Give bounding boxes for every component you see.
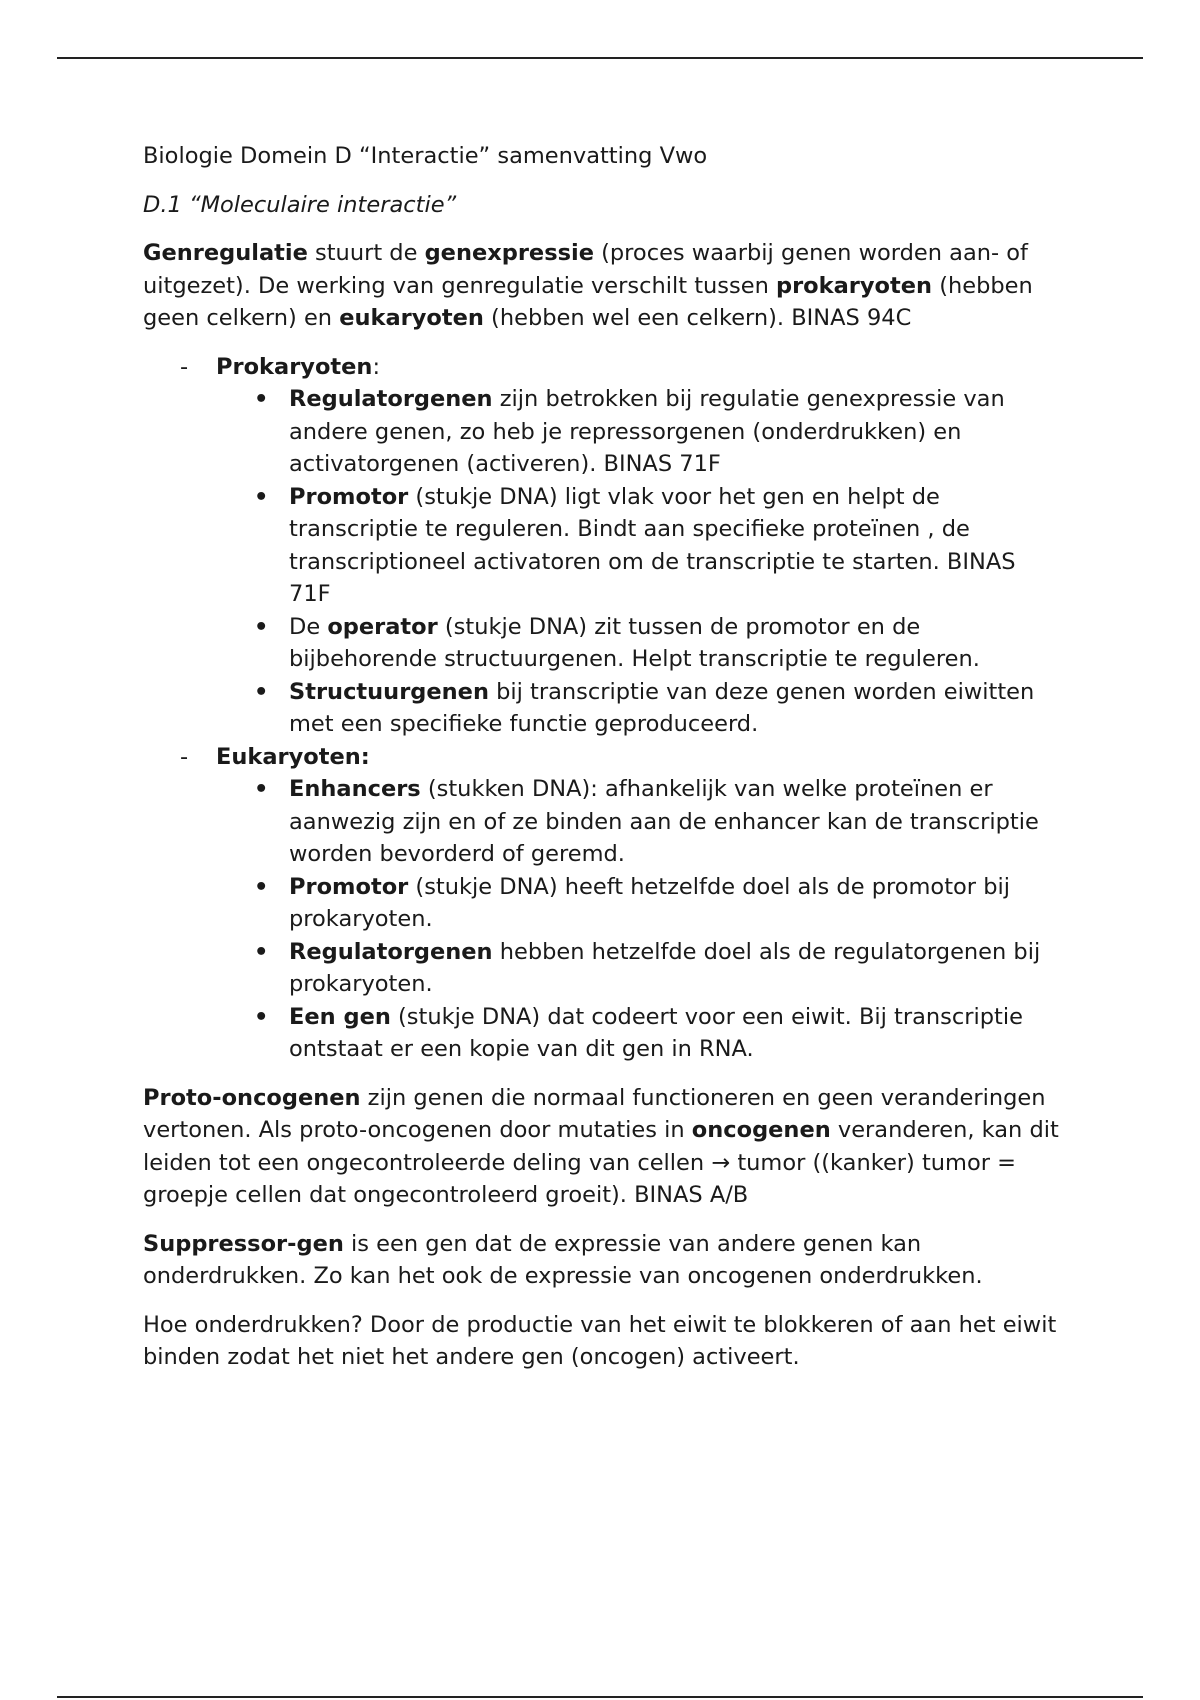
proto-oncogenen-paragraph: Proto-oncogenen zijn genen die normaal functioneren en geen veranderingen vertonen. Als proto-oncogenen door mutaties in oncogenen veranderen, kan dit leiden tot een ongecontroleerde deling van cellen → tumor ((kanker) tumor = groepje cellen dat ongecontroleerd groeit). BINAS A/B bbox=[143, 1084, 1059, 1208]
term-eukaryoten: eukaryoten bbox=[339, 305, 484, 331]
term-suppressor-gen: Suppressor-gen bbox=[143, 1230, 344, 1257]
list-item: • Een gen (stukje DNA) dat codeert voor een eiwit. Bij transcriptie ontstaat er een kopie van dit gen in RNA. bbox=[216, 1001, 1063, 1066]
term-genexpressie: genexpressie bbox=[424, 240, 594, 266]
term-prokaryoten: prokaryoten bbox=[775, 272, 933, 299]
footer-rule bbox=[57, 1696, 1143, 1698]
sublist bbox=[216, 383, 1063, 741]
header-rule bbox=[57, 57, 1143, 59]
bullet-marker: • bbox=[254, 1003, 269, 1030]
list-item-eukaryoten bbox=[143, 741, 1063, 1066]
section-heading: D.1 “Moleculaire interactie” bbox=[143, 191, 457, 218]
list-item: • De operator (stukje DNA) zit tussen de promotor en de bijbehorende structuurgenen. Helpt transcriptie te reguleren. bbox=[216, 611, 1063, 676]
document-body bbox=[143, 140, 1063, 1390]
list-heading: Prokaryoten bbox=[216, 353, 373, 380]
bullet-marker: • bbox=[254, 483, 269, 510]
list-item: • Promotor (stukje DNA) heeft hetzelfde doel als de promotor bij prokaryoten. bbox=[216, 871, 1063, 936]
list-item: • Regulatorgenen zijn betrokken bij regulatie genexpressie van andere genen, zo heb je repressorgenen (onderdrukken) en activatorgenen (activeren). BINAS 71F bbox=[216, 383, 1063, 481]
bullet-marker: • bbox=[254, 873, 269, 900]
list-item-prokaryoten: - Prokaryoten: • Regulatorgenen zijn betrokken bij regulatie genexpressie van andere genen, zo heb je repressorgenen (onderdrukken) en activatorgenen (activeren). BINAS 71F • Promotor (stukje DNA) ligt vlak voor het gen en helpt de transcriptie te reguleren. Bindt aan specifieke proteïnen , de transcriptioneel activatoren om de transcriptie te starten. BINAS 71F • De operator (stukje DNA) zit tussen de promotor en de bijbehorende structuurgenen. Helpt transcriptie te reguleren. • Structuurgenen bij transcriptie van deze genen worden eiwitten met een specifieke functie geproduceerd. bbox=[143, 351, 1063, 741]
bullet-marker: • bbox=[254, 386, 269, 412]
dash-marker: - bbox=[180, 353, 189, 380]
bullet-marker: • bbox=[254, 776, 269, 802]
closing-paragraph: Hoe onderdrukken? Door de productie van het eiwit te blokkeren of aan het eiwit binden zodat het niet het andere gen (oncogen) activeert. bbox=[143, 1311, 1057, 1370]
bullet-marker: • bbox=[254, 613, 269, 640]
term-proto-oncogenen: Proto-oncogenen bbox=[143, 1084, 361, 1111]
term-genregulatie: Genregulatie bbox=[143, 240, 308, 266]
bullet-marker: • bbox=[254, 678, 269, 705]
organism-list bbox=[143, 351, 1063, 1066]
sublist bbox=[216, 773, 1063, 1066]
intro-paragraph: Genregulatie stuurt de genexpressie (proces waarbij genen worden aan- of uitgezet). De werking van genregulatie verschilt tussen prokaryoten (hebben geen celkern) en eukaryoten (hebben wel een celkern). BINAS 94C bbox=[143, 240, 1033, 331]
document-title: Biologie Domein D “Interactie” samenvatting Vwo bbox=[143, 143, 708, 169]
bullet-marker: • bbox=[254, 938, 269, 965]
dash-marker: - bbox=[180, 743, 189, 770]
list-heading: Eukaryoten: bbox=[216, 743, 370, 770]
suppressor-paragraph: Suppressor-gen is een gen dat de expressie van andere genen kan onderdrukken. Zo kan het ook de expressie van oncogenen onderdrukken. bbox=[143, 1230, 983, 1289]
list-item: • Regulatorgenen hebben hetzelfde doel als de regulatorgenen bij prokaryoten. bbox=[216, 936, 1063, 1001]
list-item: • Structuurgenen bij transcriptie van deze genen worden eiwitten met een specifieke functie geproduceerd. bbox=[216, 676, 1063, 741]
term-oncogenen: oncogenen bbox=[691, 1117, 831, 1143]
list-item: • Enhancers (stukken DNA): afhankelijk van welke proteïnen er aanwezig zijn en of ze binden aan de enhancer kan de transcriptie worden bevorderd of geremd. bbox=[216, 773, 1063, 871]
list-item: • Promotor (stukje DNA) ligt vlak voor het gen en helpt de transcriptie te reguleren. Bindt aan specifieke proteïnen , de transcriptioneel activatoren om de transcriptie te starten. BINAS 71F bbox=[216, 481, 1063, 611]
